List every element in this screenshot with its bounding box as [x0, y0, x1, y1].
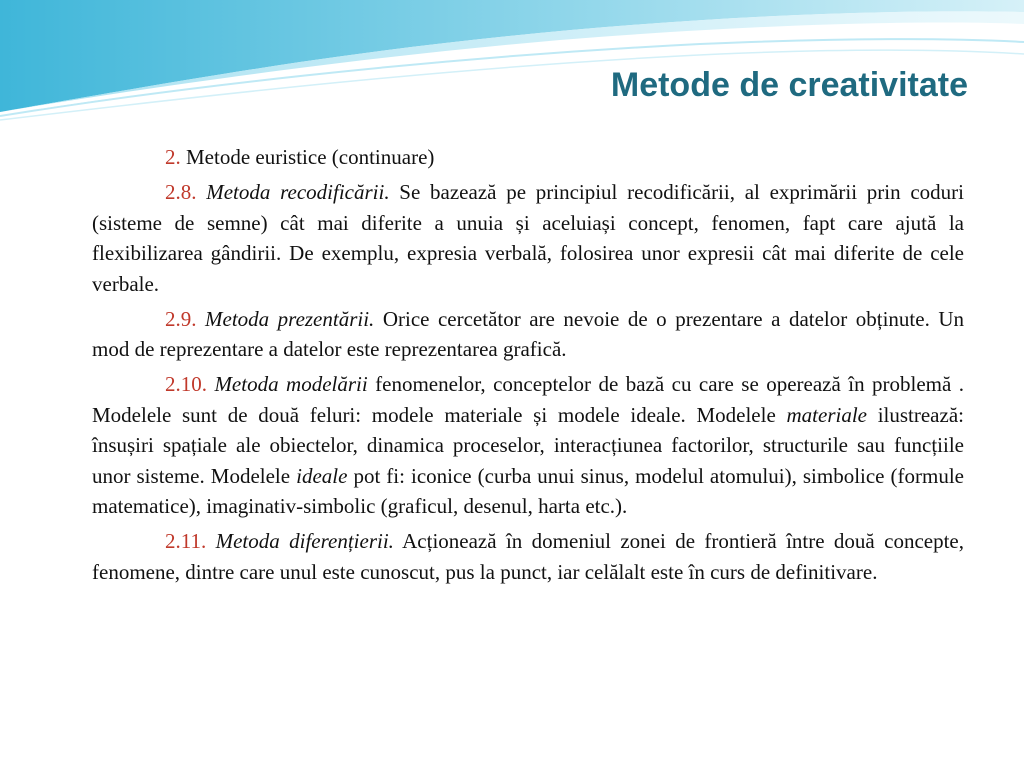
section-number: 2.	[165, 145, 181, 169]
section-heading-text: Metode euristice (continuare)	[180, 145, 435, 169]
slide-title: Metode de creativitate	[610, 66, 968, 104]
item-number: 2.10.	[165, 372, 207, 396]
header-wave-banner	[0, 0, 1024, 130]
emphasis-ideale: ideale	[296, 463, 348, 488]
item-number: 2.11.	[165, 529, 207, 553]
paragraph-recodificare	[92, 177, 964, 299]
item-number: 2.8.	[165, 180, 197, 204]
paragraph-diferentiere	[92, 526, 964, 587]
paragraph-text: pot fi: iconice (curba unui sinus, modelul atomului), simbolice (formule matematice), imaginativ-simbolic (graficul, desenul, harta etc.).	[92, 463, 964, 518]
item-number: 2.9.	[165, 306, 197, 331]
paragraph-text: ilustrează: însușiri spațiale ale obiectelor, dinamica proceselor, interacțiunea factorilor, structurile sau funcțiile unor sisteme. Modelele	[92, 402, 964, 488]
method-name: Metoda prezentării.	[205, 306, 375, 331]
paragraph-modelare	[92, 369, 964, 522]
paragraph-text: fenomenelor, conceptelor de bază cu care se operează în problemă . Modelele sunt de două feluri: modele materiale și modele ideale. Modelele	[92, 372, 964, 427]
section-heading	[92, 142, 964, 173]
method-name: Metoda modelării	[214, 372, 368, 396]
slide-body	[92, 142, 964, 592]
paragraph-text: Se bazează pe principiul recodificării, al exprimării prin coduri (sisteme de semne) cât mai diferite a unuia și aceluiași concept, fenomen, fapt care ajută la flexibilizarea gândirii. De exemplu, expresia verbală, folosirea unor expresii cât mai diferite de cele verbale.	[92, 180, 964, 296]
paragraph-text: Orice cercetător are nevoie de o prezentare a datelor obținute. Un mod de reprezentare a datelor este reprezentarea grafică.	[92, 306, 965, 361]
emphasis-materiale: materiale	[786, 402, 867, 427]
method-name: Metoda diferențierii.	[215, 529, 394, 553]
paragraph-text: Acționează în domeniul zonei de frontieră între două concepte, fenomene, dintre care unul este cunoscut, pus la punct, iar celălalt este în curs de definitivare.	[92, 529, 964, 584]
paragraph-prezentare	[92, 304, 964, 365]
method-name: Metoda recodificării.	[206, 180, 390, 204]
